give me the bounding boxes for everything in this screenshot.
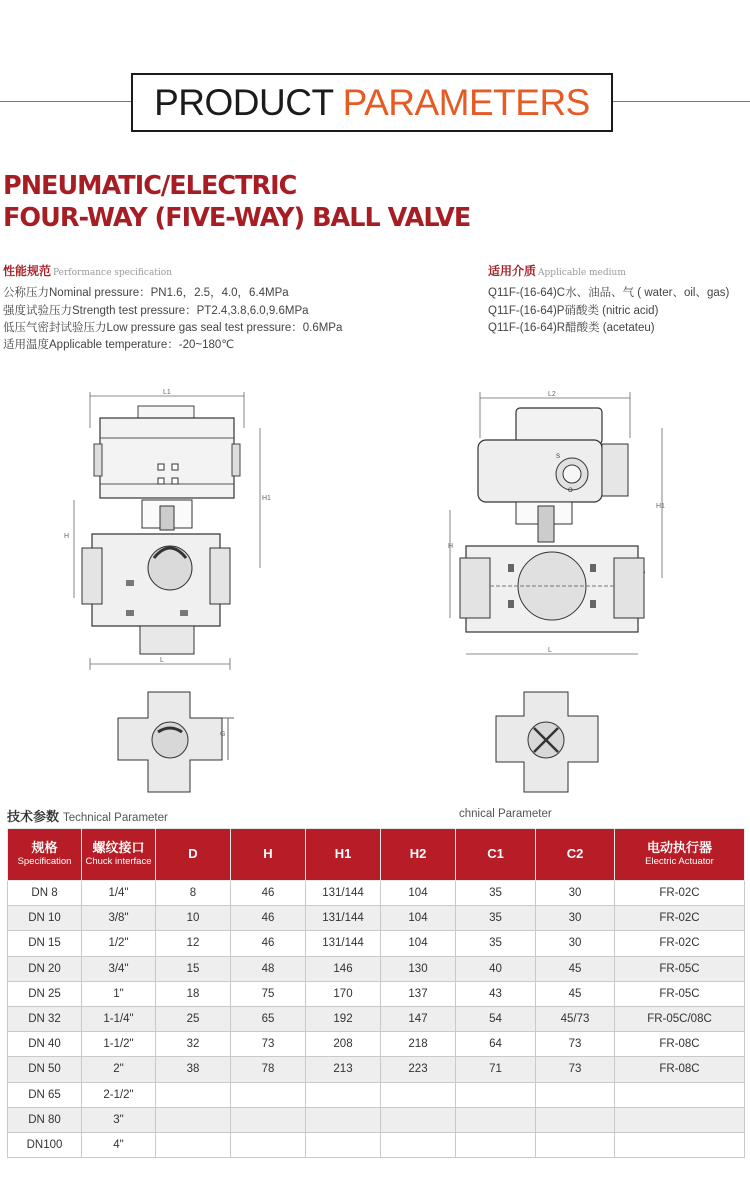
- table-cell: 71: [456, 1057, 536, 1082]
- table-row: [8, 1082, 745, 1107]
- table-cell: 146: [306, 956, 381, 981]
- dim-l-label: L: [548, 647, 552, 654]
- table-cell: 1-1/4": [82, 1006, 156, 1031]
- table-cell: 35: [456, 906, 536, 931]
- table-cell: 223: [381, 1057, 456, 1082]
- table-row: [8, 1057, 745, 1082]
- table-cell: 48: [231, 956, 306, 981]
- medium-line: Q11F-(16-64)C水、油品、气 ( water、oil、gas): [488, 287, 730, 299]
- table-cell: 46: [231, 931, 306, 956]
- table-cell: 104: [381, 881, 456, 906]
- table-cell: 45: [536, 956, 615, 981]
- table-cell: 2-1/2": [82, 1082, 156, 1107]
- table-cell: 130: [381, 956, 456, 981]
- table-cell: 73: [231, 1032, 306, 1057]
- performance-line: 公称压力Nominal pressure：PN1.6，2.5，4.0，6.4MPa: [3, 287, 289, 299]
- table-cell: 12: [156, 931, 231, 956]
- table-cell: [306, 1082, 381, 1107]
- svg-text:G: G: [220, 731, 226, 738]
- table-cell: DN 20: [8, 956, 82, 981]
- tech-label-left: 技术参数 Technical Parameter: [7, 809, 168, 824]
- table-cell: 30: [536, 881, 615, 906]
- table-cell: [156, 1107, 231, 1132]
- pneumatic-valve-drawing: [60, 388, 270, 670]
- dim-h1-label: H1: [262, 495, 271, 502]
- table-cell: 73: [536, 1032, 615, 1057]
- column-header: 规格 Specification: [8, 829, 82, 881]
- table-cell: 147: [381, 1006, 456, 1031]
- table-cell: DN100: [8, 1132, 82, 1157]
- table-cell: [381, 1107, 456, 1132]
- table-cell: 131/144: [306, 881, 381, 906]
- table-cell: DN 15: [8, 931, 82, 956]
- table-cell: FR-08C: [615, 1032, 745, 1057]
- table-cell: 35: [456, 931, 536, 956]
- medium-heading: 适用介质 Applicable medium: [488, 264, 626, 278]
- performance-line: 低压气密封试验压力Low pressure gas seal test pressure：0.6MPa: [3, 322, 343, 334]
- electric-cross-section: [490, 688, 610, 798]
- electric-valve-drawing: [450, 388, 680, 670]
- page-title: PRODUCT PARAMETERS: [154, 82, 590, 123]
- scale-s-label: S: [556, 454, 561, 460]
- table-cell: [156, 1082, 231, 1107]
- table-cell: 54: [456, 1006, 536, 1031]
- table-cell: 15: [156, 956, 231, 981]
- table-cell: [156, 1132, 231, 1157]
- tech-param-table: [7, 828, 745, 1158]
- column-header: H1: [306, 829, 381, 881]
- column-header: C2: [536, 829, 615, 881]
- table-cell: 1-1/2": [82, 1032, 156, 1057]
- table-cell: 38: [156, 1057, 231, 1082]
- table-cell: 43: [456, 981, 536, 1006]
- table-cell: [456, 1132, 536, 1157]
- table-cell: 1/4": [82, 881, 156, 906]
- pneumatic-cross-section: [110, 688, 240, 798]
- column-header: H: [231, 829, 306, 881]
- table-cell: FR-02C: [615, 881, 745, 906]
- table-cell: DN 32: [8, 1006, 82, 1031]
- table-cell: 3": [82, 1107, 156, 1132]
- table-cell: 40: [456, 956, 536, 981]
- medium-line: Q11F-(16-64)R醋酸类 (acetateu): [488, 322, 655, 334]
- table-cell: 30: [536, 931, 615, 956]
- table-cell: 8: [156, 881, 231, 906]
- table-cell: 32: [156, 1032, 231, 1057]
- table-cell: 4": [82, 1132, 156, 1157]
- table-cell: [231, 1082, 306, 1107]
- table-cell: 218: [381, 1032, 456, 1057]
- table-cell: [615, 1107, 745, 1132]
- table-cell: 192: [306, 1006, 381, 1031]
- table-cell: 104: [381, 906, 456, 931]
- table-cell: [456, 1107, 536, 1132]
- dim-h-label: H: [448, 543, 454, 550]
- table-row: [8, 1107, 745, 1132]
- dim-h-label: H: [64, 533, 70, 540]
- table-cell: DN 50: [8, 1057, 82, 1082]
- table-row: [8, 1006, 745, 1031]
- column-header: D: [156, 829, 231, 881]
- dim-h1-label: H1: [656, 503, 665, 510]
- table-cell: [306, 1132, 381, 1157]
- table-cell: [536, 1082, 615, 1107]
- table-cell: FR-05C: [615, 956, 745, 981]
- table-cell: FR-05C: [615, 981, 745, 1006]
- table-cell: [536, 1132, 615, 1157]
- product-title-line1: PNEUMATIC/ELECTRIC: [3, 171, 297, 201]
- table-cell: DN 10: [8, 906, 82, 931]
- table-cell: 18: [156, 981, 231, 1006]
- table-cell: 1/2": [82, 931, 156, 956]
- table-cell: 65: [231, 1006, 306, 1031]
- table-cell: 2": [82, 1057, 156, 1082]
- performance-line: 强度试验压力Strength test pressure：PT2.4,3.8,6.0,9.6MPa: [3, 305, 309, 317]
- table-cell: 45: [536, 981, 615, 1006]
- table-cell: [306, 1107, 381, 1132]
- tech-label-right: chnical Parameter: [459, 808, 552, 820]
- table-cell: 213: [306, 1057, 381, 1082]
- table-cell: 3/8": [82, 906, 156, 931]
- table-cell: DN 8: [8, 881, 82, 906]
- table-cell: DN 25: [8, 981, 82, 1006]
- dim-l2-label: L2: [548, 391, 556, 398]
- table-cell: 64: [456, 1032, 536, 1057]
- header-rule-left: [0, 101, 131, 102]
- table-cell: 45/73: [536, 1006, 615, 1031]
- table-cell: 3/4": [82, 956, 156, 981]
- column-header: 螺纹接口 Chuck interface: [82, 829, 156, 881]
- table-row: [8, 1132, 745, 1157]
- dim-l1-label: L1: [163, 389, 171, 396]
- table-cell: 208: [306, 1032, 381, 1057]
- table-cell: [231, 1132, 306, 1157]
- table-cell: 78: [231, 1057, 306, 1082]
- table-cell: [536, 1107, 615, 1132]
- table-cell: 131/144: [306, 931, 381, 956]
- column-header: H2: [381, 829, 456, 881]
- table-row: [8, 956, 745, 981]
- header-rule-right: [613, 101, 750, 102]
- table-cell: DN 40: [8, 1032, 82, 1057]
- table-cell: 73: [536, 1057, 615, 1082]
- header-box: [131, 73, 613, 132]
- table-row: [8, 1032, 745, 1057]
- column-header: C1: [456, 829, 536, 881]
- table-cell: 131/144: [306, 906, 381, 931]
- table-cell: 10: [156, 906, 231, 931]
- performance-heading: 性能规范 Performance specification: [3, 264, 173, 278]
- table-cell: 30: [536, 906, 615, 931]
- scale-o-label: O: [568, 488, 573, 494]
- table-cell: 35: [456, 881, 536, 906]
- table-cell: 75: [231, 981, 306, 1006]
- dim-l-label: L: [160, 657, 164, 664]
- table-cell: [456, 1082, 536, 1107]
- table-cell: FR-02C: [615, 906, 745, 931]
- table-cell: 25: [156, 1006, 231, 1031]
- performance-line: 适用温度Applicable temperature：-20~180℃: [3, 339, 235, 351]
- table-row: [8, 906, 745, 931]
- table-cell: 46: [231, 906, 306, 931]
- product-title-line2: FOUR-WAY (FIVE-WAY) BALL VALVE: [3, 203, 471, 233]
- table-row: [8, 881, 745, 906]
- table-cell: [231, 1107, 306, 1132]
- table-cell: FR-05C/08C: [615, 1006, 745, 1031]
- table-cell: 170: [306, 981, 381, 1006]
- column-header: 电动执行器 Electric Actuator: [615, 829, 745, 881]
- medium-line: Q11F-(16-64)P硝酸类 (nitric acid): [488, 305, 659, 317]
- table-cell: 137: [381, 981, 456, 1006]
- table-header-row: [8, 829, 745, 881]
- table-cell: DN 65: [8, 1082, 82, 1107]
- table-cell: FR-08C: [615, 1057, 745, 1082]
- table-cell: [381, 1082, 456, 1107]
- table-cell: 1": [82, 981, 156, 1006]
- table-row: [8, 981, 745, 1006]
- table-cell: DN 80: [8, 1107, 82, 1132]
- table-cell: [615, 1132, 745, 1157]
- table-cell: FR-02C: [615, 931, 745, 956]
- table-cell: 104: [381, 931, 456, 956]
- table-cell: [615, 1082, 745, 1107]
- table-row: [8, 931, 745, 956]
- table-cell: [381, 1132, 456, 1157]
- table-cell: 46: [231, 881, 306, 906]
